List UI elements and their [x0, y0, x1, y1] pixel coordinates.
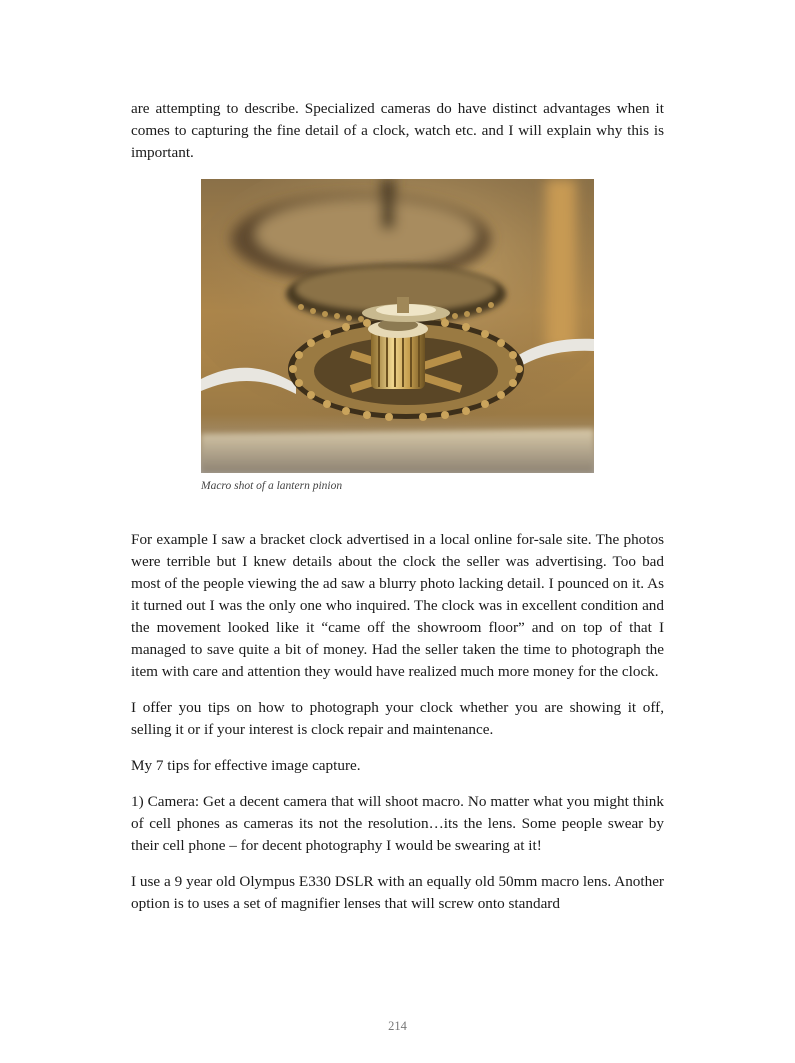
paragraph-camera: I use a 9 year old Olympus E330 DSLR with an equally old 50mm macro lens. Another option is to uses a set of magnifier lenses that will screw onto standard	[131, 873, 664, 912]
figure-caption: Macro shot of a lantern pinion	[201, 480, 343, 492]
page-number: 214	[388, 1019, 407, 1033]
body-text	[131, 529, 664, 929]
paragraph-intro: are attempting to describe. Specialized cameras do have distinct advantages when it comes to capturing the fine detail of a clock, watch etc. and I will explain why this is important.	[131, 100, 664, 161]
gear-photo-illustration	[201, 179, 594, 473]
tips-heading: My 7 tips for effective image capture.	[131, 757, 361, 774]
paragraph-tip-1: 1) Camera: Get a decent camera that will shoot macro. No matter what you might think of cell phones as cameras its not the resolution…its the lens. Some people swear by their cell phone – for decent photography I would be swearing at it!	[131, 793, 664, 854]
gear-photo	[201, 179, 594, 473]
paragraph-example: For example I saw a bracket clock advertised in a local online for-sale site. The photos were terrible but I knew details about the clock the seller was advertising. Too bad most of the people viewing the ad saw a blurry photo lacking detail. I pounced on it. As it turned out I was the only one who inquired. The clock was in excellent condition and the movement looked like it “came off the showroom floor” and on top of that I managed to save quite a bit of money. Had the seller taken the time to photograph the item with care and attention they would have realized much more money for the clock.	[131, 531, 664, 680]
paragraph-offer: I offer you tips on how to photograph your clock whether you are showing it off, selling it or if your interest is clock repair and maintenance.	[131, 699, 664, 738]
